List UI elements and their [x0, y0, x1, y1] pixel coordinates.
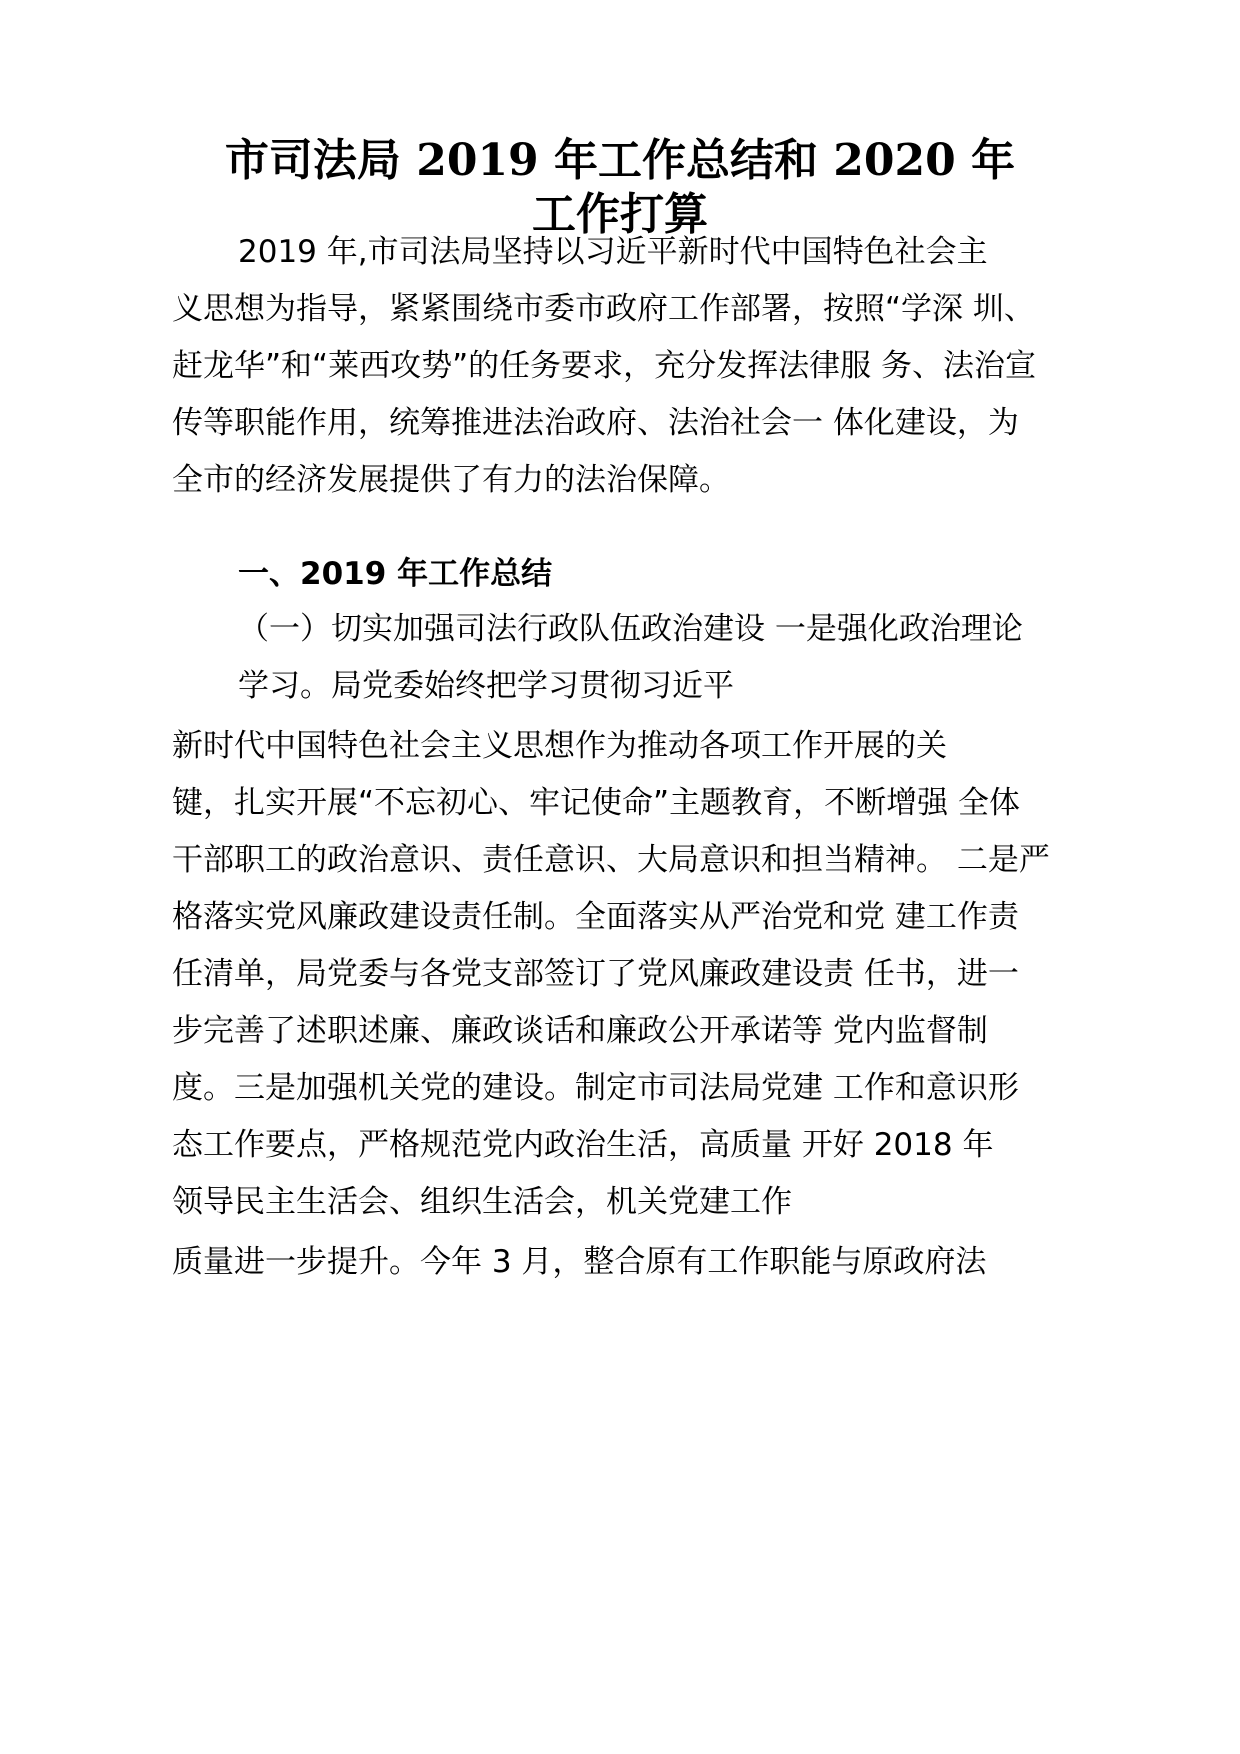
body-line-10: 质量进一步提升。今年 3 月，整合原有工作职能与原政府法: [172, 1244, 987, 1280]
body-line-3: 干部职工的政治意识、责任意识、大局意识和担当精神。 二是严: [172, 842, 1050, 878]
body-line-4: 格落实党风廉政建设责任制。全面落实从严治党和党 建工作责: [172, 899, 1019, 935]
body-line-8: 态工作要点，严格规范党内政治生活，高质量 开好 2018 年: [172, 1127, 994, 1163]
intro-line-3: 赶龙华”和“莱西攻势”的任务要求，充分发挥法律服 务、法治宣: [172, 348, 1037, 384]
body-line-6: 步完善了述职述廉、廉政谈话和廉政公开承诺等 党内监督制: [172, 1013, 988, 1049]
body-line-7: 度。三是加强机关党的建设。制定市司法局党建 工作和意识形: [172, 1070, 1019, 1106]
body-line-9: 领导民主生活会、组织生活会，机关党建工作: [172, 1184, 792, 1220]
section-heading: 一、2019 年工作总结: [238, 556, 553, 592]
intro-line-2: 义思想为指导，紧紧围绕市委市政府工作部署，按照“学深 圳、: [172, 291, 1035, 327]
document-title-line-1: 市司法局 2019 年工作总结和 2020 年: [224, 135, 1016, 186]
body-line-2: 键，扎实开展“不忘初心、牢记使命”主题教育，不断增强 全体: [172, 785, 1020, 821]
subsection-line-1: （一）切实加强司法行政队伍政治建设 一是强化政治理论: [238, 611, 1023, 647]
intro-line-5: 全市的经济发展提供了有力的法治保障。: [172, 462, 730, 498]
subsection-line-2: 学习。局党委始终把学习贯彻习近平: [238, 668, 734, 704]
document-title-line-2: 工作打算: [532, 189, 708, 240]
intro-line-1: 2019 年,市司法局坚持以习近平新时代中国特色社会主: [238, 234, 988, 270]
intro-line-4: 传等职能作用，统筹推进法治政府、法治社会一 体化建设，为: [172, 405, 1019, 441]
body-line-1: 新时代中国特色社会主义思想作为推动各项工作开展的关: [172, 728, 947, 764]
body-line-5: 任清单，局党委与各党支部签订了党风廉政建设责 任书，进一: [172, 956, 1019, 992]
